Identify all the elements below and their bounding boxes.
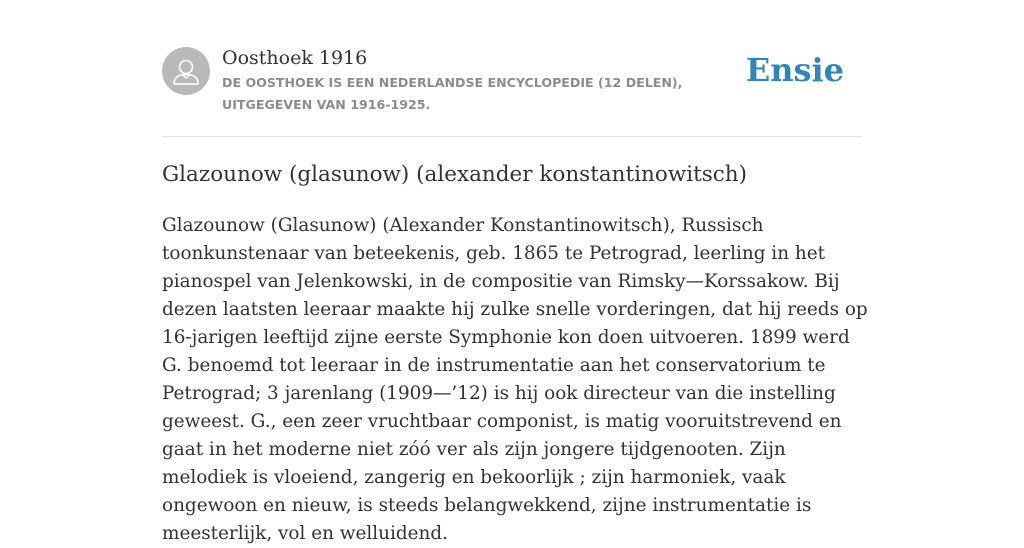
source-description: DE OOSTHOEK IS EEN NEDERLANDSE ENCYCLOPEDIE (12 DELEN), UITGEGEVEN VAN 1916-1925. bbox=[222, 75, 683, 112]
source-header bbox=[162, 44, 862, 137]
source-title[interactable]: Oosthoek 1916 bbox=[222, 47, 368, 69]
user-silhouette-icon bbox=[162, 47, 210, 95]
article-body: Glazounow (Glasunow) (Alexander Konstantinowitsch), Russisch toonkunstenaar van beteekenis, geb. 1865 te Petrograd, leerling in het pianospel van Jelenkowski, in de compositie van Rimsky—Korssakow. Bij dezen laatsten leeraar maakte hij zulke snelle vorderingen, dat hij reeds op 16-jarigen leeftijd zijne eerste Symphonie kon doen uitvoeren. 1899 werd G. benoemd tot leeraar in de instrumentatie aan het conservatorium te Petrograd; 3 jarenlang (1909—’12) is hij ook directeur van die instelling geweest. G., een zeer vruchtbaar componist, is matig vooruitstrevend en gaat in het moderne niet zóó ver als zijn jongere tijdgenooten. Zijn melodiek is vloeiend, zangerig en bekoorlijk ; zijn harmoniek, vaak ongewoon en nieuw, is steeds belangwekkend, zijne instrumentatie is meesterlijk, vol en welluidend. bbox=[162, 215, 868, 544]
source-avatar[interactable] bbox=[162, 47, 210, 95]
article-title: Glazounow (glasunow) (alexander konstantinowitsch) bbox=[162, 162, 748, 187]
ensie-logo[interactable]: Ensie bbox=[745, 51, 844, 89]
